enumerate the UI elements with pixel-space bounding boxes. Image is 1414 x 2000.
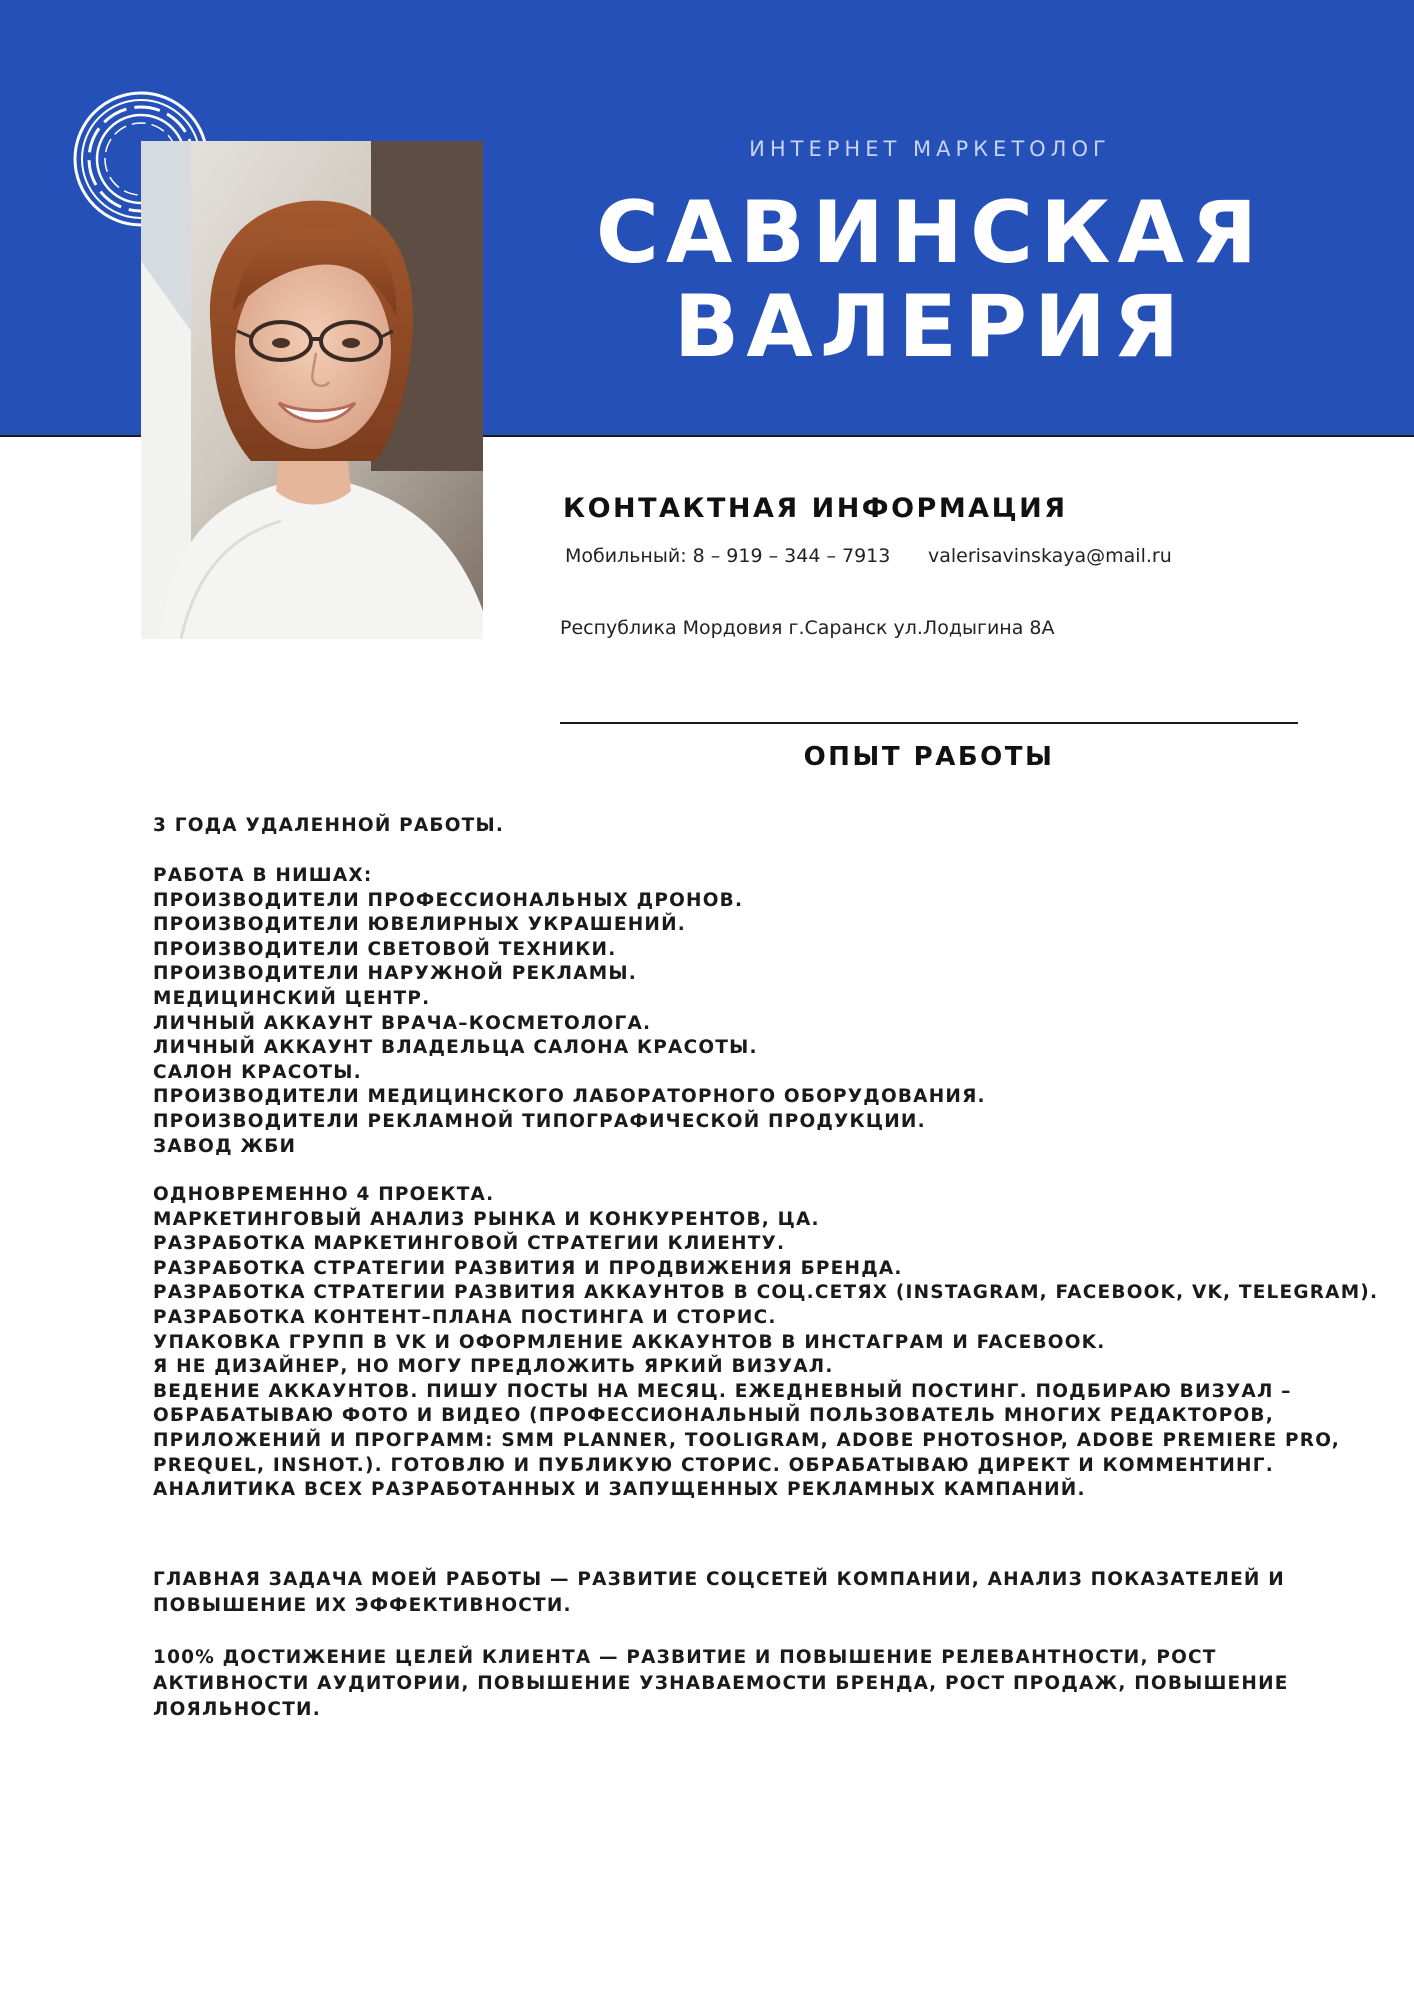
niche-item: ПРОИЗВОДИТЕЛИ РЕКЛАМНОЙ ТИПОГРАФИЧЕСКОЙ ПРОДУКЦИИ.: [153, 1110, 926, 1132]
niche-item: ПРОИЗВОДИТЕЛИ СВЕТОВОЙ ТЕХНИКИ.: [153, 938, 617, 960]
experience-intro: [153, 814, 1293, 839]
niche-item: ПРОИЗВОДИТЕЛИ ПРОФЕССИОНАЛЬНЫХ ДРОНОВ.: [153, 889, 744, 911]
main-task-line: ПОВЫШЕНИЕ ИХ ЭФФЕКТИВНОСТИ.: [153, 1595, 572, 1616]
niche-item: ЛИЧНЫЙ АККАУНТ ВЛАДЕЛЬЦА САЛОНА КРАСОТЫ.: [153, 1037, 758, 1059]
niches-title: РАБОТА В НИШАХ:: [153, 865, 373, 886]
niche-item: МЕДИЦИНСКИЙ ЦЕНТР.: [153, 987, 431, 1009]
niches-block: [153, 864, 1293, 1159]
goals-block: [153, 1645, 1293, 1723]
contact-address: Республика Мордовия г.Саранск ул.Лодыгина 8А: [560, 617, 1055, 639]
service-item: ВЕДЕНИЕ АККАУНТОВ. ПИШУ ПОСТЫ НА МЕСЯЦ. ЕЖЕДНЕВНЫЙ ПОСТИНГ. ПОДБИРАЮ ВИЗУАЛ –: [153, 1380, 1292, 1402]
contact-phone: Мобильный: 8 – 919 – 344 – 7913: [565, 545, 891, 567]
niche-item: ПРОИЗВОДИТЕЛИ ЮВЕЛИРНЫХ УКРАШЕНИЙ.: [153, 914, 686, 936]
niche-item: ЗАВОД ЖБИ: [153, 1135, 297, 1157]
service-item: МАРКЕТИНГОВЫЙ АНАЛИЗ РЫНКА И КОНКУРЕНТОВ, ЦА.: [153, 1208, 820, 1230]
section-divider: [560, 722, 1298, 724]
name-line-firstname: ВАЛЕРИЯ: [673, 277, 1187, 377]
services-block: [153, 1183, 1379, 1503]
service-item: Я НЕ ДИЗАЙНЕР, НО МОГУ ПРЕДЛОЖИТЬ ЯРКИЙ ВИЗУАЛ.: [153, 1356, 834, 1378]
niche-item: ПРОИЗВОДИТЕЛИ НАРУЖНОЙ РЕКЛАМЫ.: [153, 963, 637, 985]
job-title: ИНТЕРНЕТ МАРКЕТОЛОГ: [749, 137, 1111, 161]
main-task-block: [153, 1567, 1293, 1619]
goals-line: ЛОЯЛЬНОСТИ.: [153, 1699, 321, 1720]
niche-item: ПРОИЗВОДИТЕЛИ МЕДИЦИНСКОГО ЛАБОРАТОРНОГО ОБОРУДОВАНИЯ.: [153, 1086, 986, 1108]
service-item: РАЗРАБОТКА СТРАТЕГИИ РАЗВИТИЯ И ПРОДВИЖЕНИЯ БРЕНДА.: [153, 1257, 903, 1279]
main-task-line: ГЛАВНАЯ ЗАДАЧА МОЕЙ РАБОТЫ — РАЗВИТИЕ СОЦСЕТЕЙ КОМПАНИИ, АНАЛИЗ ПОКАЗАТЕЛЕЙ И: [153, 1569, 1285, 1590]
niche-item: ЛИЧНЫЙ АККАУНТ ВРАЧА–КОСМЕТОЛОГА.: [153, 1012, 652, 1034]
goals-line: 100% ДОСТИЖЕНИЕ ЦЕЛЕЙ КЛИЕНТА — РАЗВИТИЕ И ПОВЫШЕНИЕ РЕЛЕВАНТНОСТИ, РОСТ: [153, 1647, 1217, 1668]
service-item: УПАКОВКА ГРУПП В VK И ОФОРМЛЕНИЕ АККАУНТОВ В ИНСТАГРАМ И FACEBOOK.: [153, 1331, 1106, 1353]
service-item: РАЗРАБОТКА МАРКЕТИНГОВОЙ СТРАТЕГИИ КЛИЕНТУ.: [153, 1233, 786, 1255]
service-item: ОБРАБАТЫВАЮ ФОТО И ВИДЕО (ПРОФЕССИОНАЛЬНЫЙ ПОЛЬЗОВАТЕЛЬ МНОГИХ РЕДАКТОРОВ,: [153, 1405, 1274, 1427]
service-item: PREQUEL, INSHOT.). ГОТОВЛЮ И ПУБЛИКУЮ СТОРИС. ОБРАБАТЫВАЮ ДИРЕКТ И КОММЕНТИНГ.: [153, 1454, 1274, 1476]
service-item: РАЗРАБОТКА СТРАТЕГИИ РАЗВИТИЯ АККАУНТОВ В СОЦ.СЕТЯХ (INSTAGRAM, FACEBOOK, VK, TELEGRAM).: [153, 1282, 1379, 1304]
intro-line: 3 ГОДА УДАЛЕННОЙ РАБОТЫ.: [153, 815, 505, 836]
projects-title: ОДНОВРЕМЕННО 4 ПРОЕКТА.: [153, 1184, 495, 1205]
experience-heading: ОПЫТ РАБОТЫ: [803, 742, 1055, 772]
contact-heading: КОНТАКТНАЯ ИНФОРМАЦИЯ: [563, 493, 1068, 524]
contact-email: valerisavinskaya@mail.ru: [928, 545, 1172, 567]
goals-line: АКТИВНОСТИ АУДИТОРИИ, ПОВЫШЕНИЕ УЗНАВАЕМОСТИ БРЕНДА, РОСТ ПРОДАЖ, ПОВЫШЕНИЕ: [153, 1673, 1289, 1694]
service-item: ПРИЛОЖЕНИЙ И ПРОГРАММ: SMM PLANNER, TOOLIGRAM, ADOBE PHOTOSHOP, ADOBE PREMIERE PRO,: [153, 1429, 1340, 1451]
service-item: АНАЛИТИКА ВСЕХ РАЗРАБОТАННЫХ И ЗАПУЩЕННЫХ РЕКЛАМНЫХ КАМПАНИЙ.: [153, 1479, 1086, 1501]
service-item: РАЗРАБОТКА КОНТЕНТ–ПЛАНА ПОСТИНГА И СТОРИС.: [153, 1306, 777, 1328]
niche-item: САЛОН КРАСОТЫ.: [153, 1061, 362, 1083]
name-line-surname: САВИНСКАЯ: [595, 183, 1265, 283]
profile-photo: [141, 141, 483, 639]
person-name: [560, 183, 1300, 377]
